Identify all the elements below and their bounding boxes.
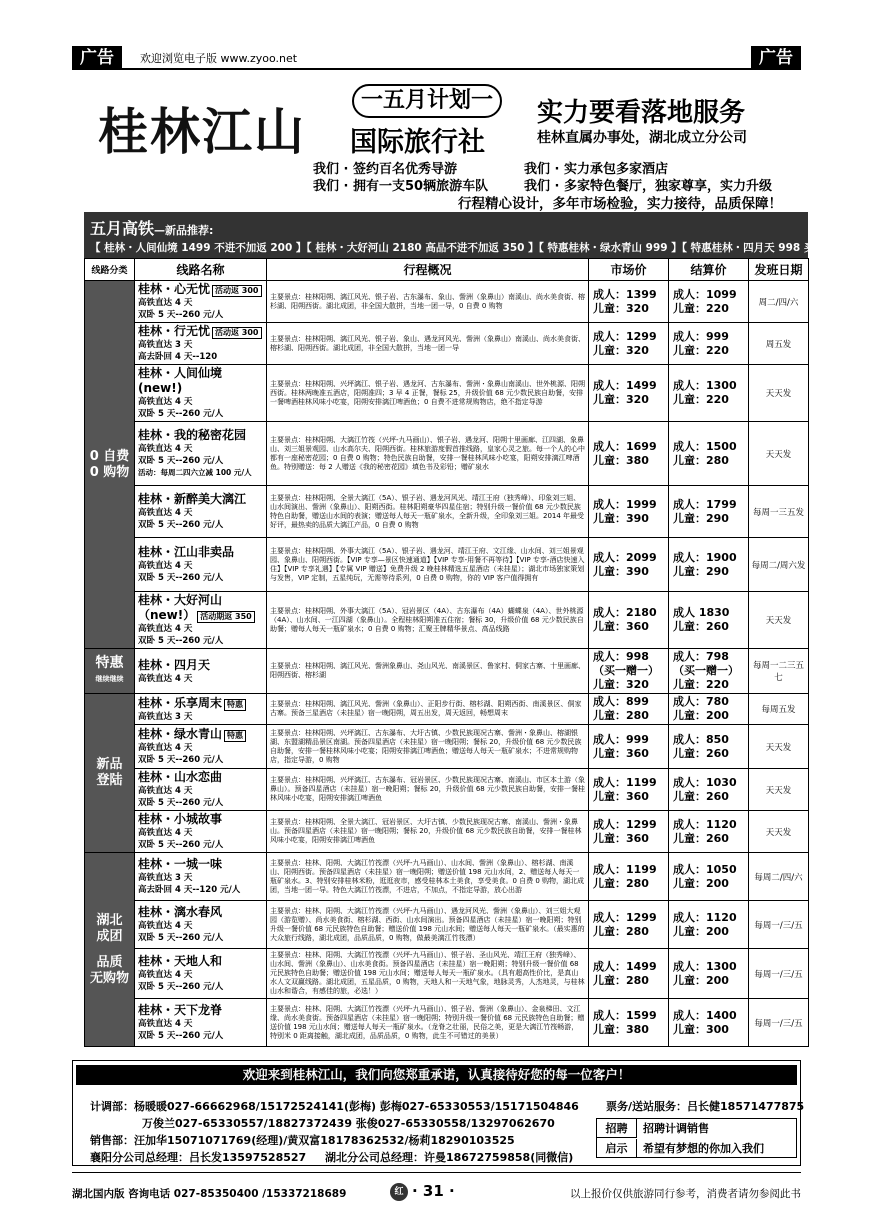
route-option-1: 高铁直达 4 天	[138, 444, 193, 454]
market-price-cell	[589, 725, 669, 769]
benefit-hotels: 我们 · 实力承包多家酒店	[524, 162, 668, 177]
col-category: 线路分类	[85, 259, 135, 281]
banner-title: 五月高铁	[90, 219, 155, 238]
route-name[interactable]: 桂林・天地人和	[138, 954, 223, 968]
route-option-1: 高铁直达 4 天	[138, 561, 193, 571]
settle-child: 儿童：290	[673, 564, 729, 578]
market-adult: 成人：998	[593, 650, 649, 663]
route-name-cell[interactable]	[135, 769, 267, 811]
market-child: 儿童：360	[593, 746, 649, 760]
category-cell	[85, 853, 135, 1047]
table-row	[85, 649, 809, 694]
welcome-line: 欢迎来到桂林江山，我们向您郑重承诺，认真接待好您的每一位客户！	[76, 1065, 797, 1085]
page-number: 红 · 31 ·	[390, 1182, 455, 1201]
market-child: 儿童：320	[593, 393, 649, 406]
page-number-value: 31	[422, 1182, 444, 1200]
market-child: 儿童：280	[593, 924, 649, 938]
route-name-cell[interactable]	[135, 538, 267, 592]
page-header	[72, 46, 801, 68]
route-option-2: 双卧 5 天--260 元/人	[138, 520, 224, 530]
market-adult: 成人：999	[593, 732, 649, 746]
contact-dispatch-1: 计调部：杨暖暖027-66662968/15172524141(彭梅) 彭梅027-65330553/15171504846	[90, 1100, 579, 1113]
settle-price-cell	[669, 422, 749, 486]
route-name[interactable]: 桂林・山水恋曲	[138, 770, 223, 784]
contact-sales: 销售部：汪加华15071071769(经理)/黄双富18178362532/杨莉18290103525	[90, 1134, 515, 1147]
route-name[interactable]: 桂林・新醉美大漓江	[138, 492, 247, 506]
route-option-1: 高铁直达 3 天	[138, 873, 193, 883]
route-option-2: 双卧 5 天--260 元/人	[138, 840, 224, 850]
itinerary-cell: 主要景点：桂林阳朔、兴坪漓江、古东瀑布、冠岩景区、少数民族现况古寨、南溪山、市区本土游（象鼻山）。预备四星酒店（未挂星）宿一晚阳朔；餐标 20，升级价值 68 元少数民族自助餐，安排一餐桂林风味小吃宴，阳朔安排漓江啤酒鱼	[267, 769, 589, 811]
settle-child: 儿童：280	[673, 453, 729, 467]
market-adult: 成人：1599	[593, 1008, 657, 1022]
route-activity: 活动：每周二四六立减 100 元/人	[138, 468, 252, 477]
market-child: 儿童：320	[593, 678, 649, 691]
departure-cell: 天天发	[749, 422, 809, 486]
settle-adult: 成人：798	[673, 650, 729, 663]
departure-cell: 周五发	[749, 323, 809, 365]
route-option-2: 双卧 5 天--260 元/人	[138, 982, 224, 992]
settle-child: 儿童：260	[673, 620, 729, 633]
route-tag: 活动期返 350	[197, 611, 254, 623]
route-name-cell[interactable]	[135, 811, 267, 853]
settle-child: 儿童：220	[673, 343, 729, 357]
market-adult: 成人：899	[593, 695, 649, 708]
market-price-cell	[589, 949, 669, 999]
departure-cell: 天天发	[749, 365, 809, 422]
itinerary-cell: 主要景点：桂林阳朔、兴坪漓江、古东瀑布、大圩古镇、少数民族现况古寨、訾洲・象鼻山、榕湖银湖、东盟湖精品景区南湖。预备四星酒店（未挂星）宿一晚阳朔；餐标 20，升级价值 68 元少数民族自助餐，安排一餐桂林风味小吃宴；阳朔安排漓江啤酒鱼；赠送每人每天一瓶矿泉水；不进常规购物店，指定导游，0 购物	[267, 725, 589, 769]
route-name[interactable]: 桂林・乐享周末	[138, 695, 223, 710]
category-label: 0 自费 0 购物	[89, 448, 130, 480]
circle-icon: 红	[390, 1183, 408, 1201]
market-adult: 成人：1399	[593, 287, 657, 301]
market-child: 儿童：280	[593, 709, 649, 722]
settle-note: （买一赠一）	[673, 664, 739, 677]
settle-price-cell	[669, 281, 749, 323]
route-tag: 特惠	[224, 699, 246, 711]
market-price-cell	[589, 486, 669, 538]
market-price-cell	[589, 323, 669, 365]
market-adult: 成人：1199	[593, 775, 657, 789]
route-name[interactable]: 桂林・绿水青山	[138, 727, 223, 741]
ad-label-right: 广告	[751, 46, 801, 70]
market-price-cell	[589, 999, 669, 1047]
route-name-cell[interactable]	[135, 725, 267, 769]
market-price-cell	[589, 422, 669, 486]
settle-child: 儿童：220	[673, 393, 729, 406]
category-label: 品质 无购物	[89, 954, 129, 986]
settle-adult: 成人：1099	[673, 287, 737, 301]
settle-child: 儿童：200	[673, 709, 729, 722]
route-name-cell[interactable]	[135, 853, 267, 901]
route-name[interactable]: 桂林・人间仙境(new!)	[138, 366, 223, 395]
route-option-1: 高铁直达 4 天	[138, 397, 193, 407]
disclaimer: 以上报价仅供旅游同行参考，消费者请勿参阅此书	[570, 1188, 801, 1200]
market-adult: 成人：1699	[593, 439, 657, 453]
route-option-2: 双卧 5 天--260 元/人	[138, 798, 224, 808]
agency-name: 国际旅行社	[350, 127, 485, 158]
recruit-box	[596, 1118, 797, 1158]
settle-child: 儿童：220	[673, 678, 729, 691]
benefit-guides: 我们 · 签约百名优秀导游	[313, 162, 457, 177]
sub-slogan: 桂林直属办事处，湖北成立分公司	[537, 130, 747, 146]
itinerary-cell: 主要景点：桂林阳朔、外事大漓江（5A）、银子岩、遇龙河、靖江王府、文江缘、山水间、刘三姐景观园、象鼻山、阳朔西街。【VIP 专享—景区快速通道】【VIP 专享-用餐不再等待】【VIP 专享-酒店快速入住】【VIP 专享礼遇】【专属 VIP 赠送】免费升级 2 晚桂林精选五星酒店（未挂星）；湖北市场独家策划与发售，VIP 定制，五星纯玩，无需等待系列，0 自费 0 购物，你的 VIP 客户值得拥有	[267, 538, 589, 592]
market-child: 儿童：320	[593, 301, 649, 315]
itinerary-cell: 主要景点：桂林阳朔、兴坪漓江、银子岩、遇龙河、古东瀑布、訾洲・象鼻山南溪山、世外桃源、阳朔西街。桂林两晚准五酒店，阳朔准四；3 早 4 正餐，餐标 25，升级价值 68 元少数民族自助餐，安排一餐啤酒桂林风味小吃宴，阳朔安排漓江啤酒鱼；0 自费不进常规购物店，绝不指定导游	[267, 365, 589, 422]
market-price-cell	[589, 694, 669, 725]
settle-price-cell	[669, 694, 749, 725]
market-note: （买一赠一）	[593, 664, 659, 677]
settle-price-cell	[669, 365, 749, 422]
settle-adult: 成人：780	[673, 695, 729, 708]
settle-adult: 成人：1900	[673, 550, 737, 564]
col-departure: 发班日期	[749, 259, 809, 281]
route-option-1: 高铁直达 4 天	[138, 298, 193, 308]
route-option-1: 高铁直达 4 天	[138, 673, 193, 684]
slogan: 实力要看落地服务	[537, 98, 746, 128]
route-option-2: 双卧 5 天--260 元/人	[138, 755, 224, 765]
route-name-cell[interactable]	[135, 592, 267, 649]
route-name-cell[interactable]	[135, 901, 267, 949]
route-tag: 活动返 300	[212, 285, 261, 297]
market-adult: 成人：1299	[593, 910, 657, 924]
settle-adult: 成人：1300	[673, 379, 737, 392]
itinerary-cell: 主要景点：桂林、阳朔、大漓江竹筏漂（兴坪-九马画山）、遇龙河风光、訾洲（象鼻山）、刘三姐大观园（游览赠）、尚水美食街、榕杉湖、西街、山水间演出。预备四星酒店（未挂星）宿一晚阳朔；特别升级一餐价值 68 元民族特色自助餐；赠送价值 198 元山水间；赠送每人每天一瓶矿泉水。（最实惠的大众旅行线路，湖北成团，品质品质，0 购物，做最美漓江竹筏漂）	[267, 901, 589, 949]
market-adult: 成人：1499	[593, 379, 657, 392]
settle-child: 儿童：260	[673, 789, 729, 803]
benefit-restaurants: 我们 · 多家特色餐厅，独家尊享，实力升级	[524, 179, 772, 194]
category-cell	[85, 281, 135, 649]
market-child: 儿童：360	[593, 789, 649, 803]
settle-price-cell	[669, 323, 749, 365]
itinerary-cell: 主要景点：桂林阳朔、大漓江竹筏（兴坪-九马画山）、银子岩、遇龙河、阳朔十里画廊、江四湖、象鼻山、刘三姐景观园、山水高尔夫、阳朔西街。桂林旅游度假首推线路，皇家心灵之旅。每一个人的心中都有一座秘密花园；0 自费 0 购物；特色民族自助餐，安排一餐桂林风味小吃宴，阳朔安排漓江啤酒鱼。特别赠送：每 2 人赠送《我的秘密花园》填色书及彩铅；赠矿泉水	[267, 422, 589, 486]
market-adult: 成人：1499	[593, 959, 657, 973]
route-option-2: 双卧 5 天--260 元/人	[138, 573, 224, 583]
route-option-1: 高铁直达 4 天	[138, 743, 193, 753]
contact-xiangyang: 襄阳分公司总经理：吕长发13597528527	[90, 1151, 307, 1164]
promo-banner	[84, 212, 861, 258]
table-row	[85, 999, 809, 1047]
table-row	[85, 281, 809, 323]
route-option-1: 高铁直达 4 天	[138, 1019, 193, 1029]
route-name[interactable]: 桂林・天下龙脊	[138, 1003, 223, 1017]
route-option-1: 高铁直达 3 天	[138, 340, 193, 350]
settle-child: 儿童：290	[673, 511, 729, 525]
contact-hubei: 湖北分公司总经理：许曼18672759858(同微信)	[325, 1151, 574, 1164]
market-child: 儿童：320	[593, 343, 649, 357]
recruit-key-1: 招聘	[597, 1119, 637, 1138]
table-row	[85, 323, 809, 365]
market-child: 儿童：280	[593, 973, 649, 987]
banner-subtitle: —新品推荐:	[154, 224, 214, 237]
itinerary-cell: 主要景点：桂林阳朔、外事大漓江（5A）、冠岩景区（4A）、古东瀑布（4A）蝴蝶泉（4A）、世外桃源（4A）、山水间、一江四湖（象鼻山）。全程桂林阳朔准五住宿；餐标 30，升级价值 68 元少数民族自助餐；赠每人每天一瓶矿泉水；0 自费 0 购物；汇聚王牌精华景点、高品线路	[267, 592, 589, 649]
settle-child: 儿童：200	[673, 973, 729, 987]
itinerary-cell: 主要景点：桂林阳朔、全景大漓江、冠岩景区、大圩古镇、少数民族现况古寨、南溪山、訾洲・象鼻山。预备四星酒店（未挂星）宿一晚阳朔；餐标 20，升级价值 68 元少数民族自助餐，安排一餐桂林风味小吃宴，阳朔安排漓江啤酒鱼	[267, 811, 589, 853]
route-option-2: 双卧 5 天--260 元/人	[138, 933, 224, 943]
header-rule	[72, 68, 801, 70]
category-label: 特惠	[95, 655, 124, 671]
market-adult: 成人：1999	[593, 497, 657, 511]
table-row	[85, 422, 809, 486]
settle-child: 儿童：260	[673, 831, 729, 845]
market-adult: 成人：1299	[593, 817, 657, 831]
departure-cell: 每周一/三/五	[749, 999, 809, 1047]
bottom-rule	[72, 1172, 801, 1173]
route-option-2: 高去卧回 4 天--120	[138, 352, 218, 362]
table-row	[85, 694, 809, 725]
ad-label-left: 广告	[72, 46, 122, 70]
market-price-cell	[589, 281, 669, 323]
settle-adult: 成人 1830	[673, 606, 730, 619]
settle-price-cell	[669, 901, 749, 949]
contact-ticketing: 票务/送站服务：吕长健18571477875	[606, 1100, 805, 1113]
departure-cell: 天天发	[749, 592, 809, 649]
route-option-1: 高铁直达 4 天	[138, 508, 193, 518]
settle-adult: 成人：1050	[673, 862, 737, 876]
contact-dispatch-2: 万俊兰027-65330557/18827372439 张俊027-65330558/13297062670	[142, 1117, 555, 1130]
route-option-1: 高铁直达 4 天	[138, 828, 193, 838]
market-adult: 成人：2099	[593, 550, 657, 564]
settle-adult: 成人：1799	[673, 497, 737, 511]
route-option-1: 高铁直达 4 天	[138, 624, 193, 634]
route-name-cell[interactable]	[135, 422, 267, 486]
market-child: 儿童：390	[593, 511, 649, 525]
market-child: 儿童：280	[593, 876, 649, 890]
settle-adult: 成人：1120	[673, 910, 737, 924]
route-option-1: 高铁直达 4 天	[138, 786, 193, 796]
route-name-cell[interactable]	[135, 949, 267, 999]
market-price-cell	[589, 853, 669, 901]
recruit-value-1: 招聘计调销售	[643, 1122, 709, 1135]
route-name-cell[interactable]	[135, 281, 267, 323]
col-settle-price: 结算价	[669, 259, 749, 281]
market-adult: 成人：1299	[593, 329, 657, 343]
route-name[interactable]: 桂林・江山非卖品	[138, 545, 235, 559]
category-sublabel: 继续继续	[95, 675, 124, 683]
route-option-1: 高铁直达 4 天	[138, 921, 193, 931]
settle-price-cell	[669, 592, 749, 649]
market-child: 儿童：380	[593, 1022, 649, 1036]
route-name[interactable]: 桂林・大好河山（new!）	[138, 593, 223, 622]
table-row	[85, 486, 809, 538]
route-name[interactable]: 桂林・行无忧	[138, 324, 211, 338]
settle-child: 儿童：200	[673, 924, 729, 938]
departure-cell: 每周一三五发	[749, 486, 809, 538]
table-row	[85, 592, 809, 649]
table-row	[85, 853, 809, 901]
route-option-1: 高铁直达 4 天	[138, 970, 193, 980]
page-footer	[72, 1180, 801, 1204]
edition-info: 湖北国内版 咨询电话 027-85350400 /15337218689	[72, 1188, 347, 1200]
departure-cell: 每周一/三/五	[749, 901, 809, 949]
recruit-key-2: 启示	[597, 1139, 637, 1158]
table-row	[85, 949, 809, 999]
col-market-price: 市场价	[589, 259, 669, 281]
route-name[interactable]: 桂林・心无忧	[138, 282, 211, 296]
departure-cell: 每周二/周六发	[749, 538, 809, 592]
plan-badge: 一五月计划一	[352, 84, 502, 118]
header-url[interactable]: 欢迎浏览电子版 www.zyoo.net	[140, 52, 298, 65]
settle-adult: 成人：1400	[673, 1008, 737, 1022]
table-row	[85, 365, 809, 422]
category-cell	[85, 649, 135, 694]
settle-child: 儿童：220	[673, 301, 729, 315]
settle-price-cell	[669, 853, 749, 901]
market-child: 儿童：390	[593, 564, 649, 578]
itinerary-cell: 主要景点：桂林阳朔、漓江风光、訾洲象鼻山、尧山风光、南溪景区、鲁家村、侗家古寨、十里画廊、阳朔西街、榕杉湖	[267, 649, 589, 694]
market-price-cell	[589, 538, 669, 592]
category-label: 湖北 成团	[96, 912, 123, 944]
category-cell	[85, 694, 135, 853]
route-name-cell[interactable]	[135, 649, 267, 694]
itinerary-cell: 主要景点：桂林阳朔、漓江风光、银子岩、古东瀑布、象山、訾洲（象鼻山）南溪山、尚水美食街、榕杉湖、阳朔西街。湖北成团，非全国大散拼，当地一团一导，0 自费 0 购物	[267, 281, 589, 323]
market-price-cell	[589, 649, 669, 694]
settle-child: 儿童：260	[673, 746, 729, 760]
recruit-value-2: 希望有梦想的你加入我们	[643, 1142, 764, 1155]
settle-price-cell	[669, 725, 749, 769]
market-price-cell	[589, 901, 669, 949]
market-price-cell	[589, 769, 669, 811]
settle-adult: 成人：850	[673, 732, 729, 746]
settle-price-cell	[669, 949, 749, 999]
route-name-cell[interactable]	[135, 323, 267, 365]
settle-price-cell	[669, 538, 749, 592]
route-name-cell[interactable]	[135, 999, 267, 1047]
departure-cell: 天天发	[749, 811, 809, 853]
route-table	[84, 258, 809, 1047]
table-row	[85, 901, 809, 949]
col-itinerary: 行程概况	[267, 259, 589, 281]
route-name-cell[interactable]	[135, 694, 267, 725]
table-row	[85, 811, 809, 853]
itinerary-cell: 主要景点：桂林、阳朔、大漓江竹筏漂（兴坪-九马画山）、银子岩、訾洲（象鼻山）、金泉梯田、文江缘、尚水美食街。预备四星酒店（未挂星）宿一晚阳朔；特别升级一餐价值 68 元民族特色自助餐；赠送价值 198 元山水间；赠送每人每天一瓶矿泉水。（龙脊之壮丽，民俗之美，更是大漓江竹筏畅游，特别米 0 距离接触，湖北成团，品质品质，0 购物，此生不可错过的美景）	[267, 999, 589, 1047]
settle-price-cell	[669, 999, 749, 1047]
route-option-1: 高铁直达 3 天	[138, 711, 193, 722]
departure-cell: 每周一/三/五	[749, 949, 809, 999]
table-header-row	[85, 259, 809, 281]
departure-cell: 周二/四/六	[749, 281, 809, 323]
settle-adult: 成人：1120	[673, 817, 737, 831]
settle-price-cell	[669, 649, 749, 694]
table-row	[85, 725, 809, 769]
settle-adult: 成人：1500	[673, 439, 737, 453]
market-child: 儿童：360	[593, 620, 649, 633]
departure-cell: 天天发	[749, 725, 809, 769]
market-price-cell	[589, 365, 669, 422]
market-price-cell	[589, 592, 669, 649]
itinerary-cell: 主要景点：桂林、阳朔、大漓江竹筏漂（兴坪-九马画山）、山水间、訾洲（象鼻山）、榕杉湖、南溪山、阳朔西街。预备四星酒店（未挂星）宿一晚阳朔；赠送价值 198 元山水间，2、赠送每人每天一瓶矿泉水。3、特别安排桂林米粉，逛逛夜市，感受桂林本土美食，享受美食。0 自费 0 购物，湖北成团，当地一团一导。特色大漓江竹筏漂，不进店，不加点，不指定导游，放心出游	[267, 853, 589, 901]
route-name[interactable]: 桂林・一城一味	[138, 857, 223, 871]
col-route-name: 线路名称	[135, 259, 267, 281]
settle-price-cell	[669, 811, 749, 853]
departure-cell: 每周二/四/六	[749, 853, 809, 901]
departure-cell: 天天发	[749, 769, 809, 811]
settle-adult: 成人：1030	[673, 775, 737, 789]
market-adult: 成人：1199	[593, 862, 657, 876]
category-label: 新品 登陆	[96, 757, 123, 788]
route-name[interactable]: 桂林・小城故事	[138, 812, 223, 826]
itinerary-cell: 主要景点：桂林阳朔、漓江风光、银子岩、象山、遇龙河风光、訾洲（象鼻山）南溪山、尚水美食街、榕杉湖、阳朔西街。湖北成团，非全国大散拼，当地一团一导	[267, 323, 589, 365]
route-tag: 特惠	[224, 730, 246, 742]
market-child: 儿童：360	[593, 831, 649, 845]
market-adult: 成人：2180	[593, 606, 657, 619]
settle-adult: 成人：1300	[673, 959, 737, 973]
route-option-2: 双卧 5 天--260 元/人	[138, 310, 224, 320]
market-price-cell	[589, 811, 669, 853]
benefit-quality: 行程精心设计，多年市场检验，实力接待，品质保障！	[458, 196, 782, 212]
table-row	[85, 538, 809, 592]
route-name[interactable]: 桂林・漓水春风	[138, 905, 223, 919]
settle-price-cell	[669, 486, 749, 538]
route-name-cell[interactable]	[135, 365, 267, 422]
route-name-cell[interactable]	[135, 486, 267, 538]
departure-cell: 每周五发	[749, 694, 809, 725]
benefit-fleet: 我们 · 拥有一支50辆旅游车队	[313, 179, 489, 194]
route-option-2: 高去卧回 4 天--120 元/人	[138, 885, 241, 895]
departure-cell: 每周一二三五七	[749, 649, 809, 694]
route-name[interactable]: 桂林・我的秘密花园	[138, 428, 247, 442]
route-option-2: 双卧 5 天--260 元/人	[138, 456, 224, 466]
brand-name: 桂林江山	[98, 102, 306, 161]
route-tag: 活动返 300	[212, 327, 261, 339]
itinerary-cell: 主要景点：桂林、阳朔、大漓江竹筏漂（兴坪-九马画山）、银子岩、圣山风光、靖江王府（独秀峰）、山水间、訾洲（象鼻山）、山水美食街。预备四星酒店（未挂星）宿一晚阳朔；特别升级一餐价值 68 元民族特色自助餐；赠送价值 198 元山水间；赠送每人每天一瓶矿泉水。（具有超高性价比，是真山水人文双赢线路。湖北成团，五星品质，0 购物，天地人和一天地气象，地脉灵秀，人杰地灵，与桂林山水和谐合，有感佳的旅，必选！）	[267, 949, 589, 999]
itinerary-cell: 主要景点：桂林阳朔、全景大漓江（5A）、银子岩、遇龙河风光、靖江王府（独秀峰）、印象刘三姐、山水间演出、訾洲（象鼻山）、阳朔西街。桂林阳朔豪华四星住宿；特别升级一餐价值 68 元少数民族特色自助餐，赠送山水间的表演；赠送每人每天一瓶矿泉水，全新升级，全印象刘三姐。2014 年最受好评，最热卖的品质大漓江产品，0 自费 0 购物	[267, 486, 589, 538]
settle-child: 儿童：300	[673, 1022, 729, 1036]
route-option-2: 双卧 5 天--260 元/人	[138, 1031, 224, 1041]
route-option-2: 双卧 5 天--260 元/人	[138, 636, 224, 646]
banner-promotions: 【 桂林・人间仙境 1499 不进不加返 200 】【 桂林・大好河山 2180 高品不进不加返 350 】【 特惠桂林・绿水青山 999 】【 特惠桂林・四月天 998 买一赠一 】	[90, 242, 861, 254]
settle-adult: 成人：999	[673, 329, 729, 343]
itinerary-cell: 主要景点：桂林阳朔、漓江风光、訾洲（象鼻山）、正阳步行街、榕杉湖、阳朔西街、南溪景区、侗家古寨。预备三星酒店（未挂星）宿一晚阳朔，周五出发，周天返回，畅想周末	[267, 694, 589, 725]
route-name[interactable]: 桂林・四月天	[138, 657, 211, 672]
market-child: 儿童：380	[593, 453, 649, 467]
settle-child: 儿童：200	[673, 876, 729, 890]
settle-price-cell	[669, 769, 749, 811]
table-row	[85, 769, 809, 811]
route-option-2: 双卧 5 天--260 元/人	[138, 409, 224, 419]
